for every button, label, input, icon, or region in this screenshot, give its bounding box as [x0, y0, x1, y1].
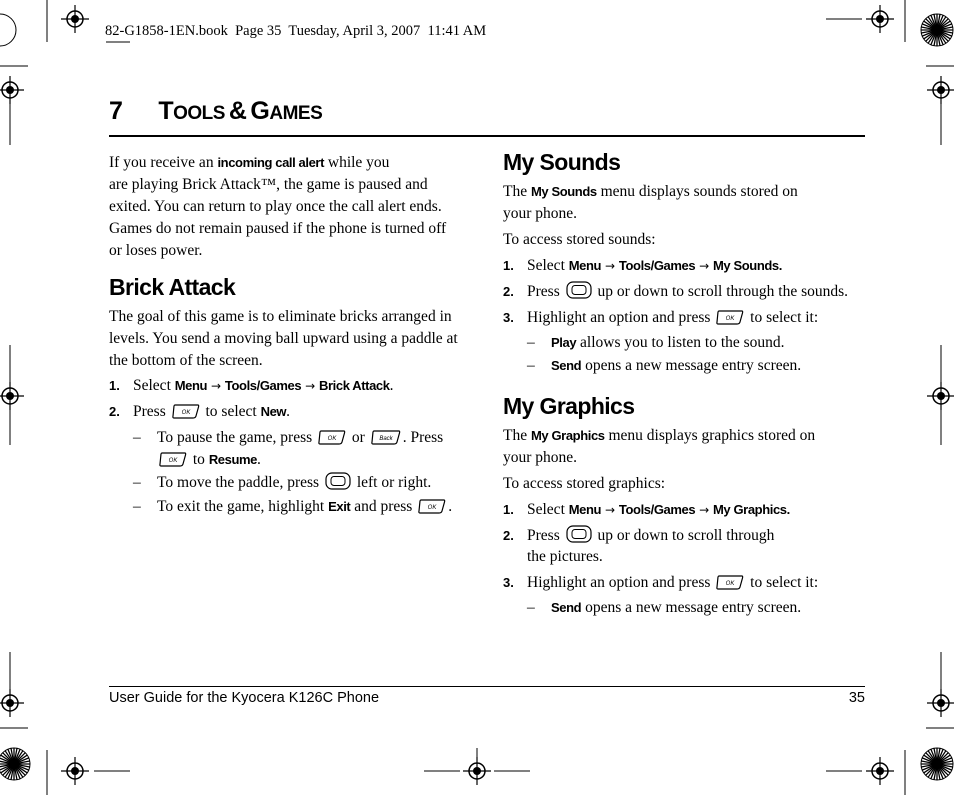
- incoming-call-alert-term: incoming call alert: [217, 155, 324, 170]
- navigation-key-icon: [325, 472, 351, 497]
- menu-term: Menu: [568, 258, 602, 273]
- intro-text: If you receive an: [109, 154, 218, 171]
- step-text: to select: [201, 403, 261, 420]
- tools-games-term: Tools/Games: [224, 378, 302, 393]
- ok-key-icon: [716, 574, 744, 597]
- step-text: and press: [350, 498, 417, 515]
- my-sounds-term: My Sounds.: [713, 258, 782, 273]
- ok-key-icon: [716, 309, 744, 332]
- step-text: allows you to listen to the sound.: [576, 334, 785, 351]
- intro-text: while you: [324, 154, 390, 171]
- step-number: 1.: [503, 502, 514, 517]
- body-text: To access stored sounds:: [503, 231, 656, 248]
- svg-text:OK: OK: [168, 458, 178, 464]
- brick-attack-heading: Brick Attack: [109, 274, 236, 300]
- chapter-rule: [109, 135, 865, 137]
- ok-key-icon: [159, 451, 187, 474]
- step-number: 2.: [109, 404, 120, 419]
- chapter-title-ames: AMES: [269, 103, 323, 124]
- arrow-icon: →: [604, 503, 616, 517]
- step-number: 1.: [109, 378, 120, 393]
- my-graphics-paragraph: [503, 425, 863, 495]
- body-text: The: [503, 427, 531, 444]
- step-text: Press: [133, 403, 170, 420]
- brick-line: The goal of this game is to eliminate bricks arranged in: [109, 308, 452, 325]
- body-text: menu displays sounds stored on: [596, 183, 798, 200]
- punctuation: .: [257, 451, 261, 468]
- body-text: The: [503, 183, 531, 200]
- step-text: Select: [527, 257, 569, 274]
- my-sounds-heading: My Sounds: [503, 149, 621, 175]
- step-number: 3.: [503, 575, 514, 590]
- send-term: Send: [551, 358, 582, 373]
- svg-text:OK: OK: [427, 505, 437, 511]
- punctuation: .: [286, 403, 290, 420]
- step-number: 2.: [503, 528, 514, 543]
- chapter-title-t: T: [158, 97, 174, 125]
- ok-key-icon: [172, 403, 200, 426]
- step-text: . Press: [402, 429, 444, 446]
- body-text: your phone.: [503, 449, 578, 466]
- footer-title: User Guide for the Kyocera K126C Phone: [109, 690, 380, 706]
- chapter-title-g: G: [250, 97, 270, 125]
- punctuation: .: [448, 498, 453, 515]
- dash: –: [527, 334, 535, 351]
- step-text: opens a new message entry screen.: [581, 357, 802, 374]
- my-graphics-heading: My Graphics: [503, 393, 635, 419]
- brick-line: levels. You send a moving ball upward using a paddle at: [109, 330, 458, 347]
- step-text: Press: [527, 527, 564, 544]
- punctuation: .: [389, 377, 394, 394]
- svg-text:OK: OK: [327, 436, 337, 442]
- my-graphics-term: My Graphics.: [713, 502, 790, 517]
- navigation-key-icon: [566, 281, 592, 306]
- resume-term: Resume: [208, 452, 257, 467]
- intro-line: Games do not remain paused if the phone is turned off: [109, 220, 447, 237]
- dash: –: [133, 498, 141, 515]
- chapter-title: [109, 97, 322, 126]
- step-text: left or right.: [352, 474, 432, 491]
- back-key-icon: [371, 429, 401, 452]
- my-sounds-term: My Sounds: [530, 184, 597, 199]
- brick-line: the bottom of the screen.: [109, 352, 263, 369]
- intro-line: are playing Brick Attack™, the game is paused and: [109, 176, 428, 193]
- menu-term: Menu: [174, 378, 208, 393]
- svg-text:OK: OK: [725, 316, 735, 322]
- step-text: Select: [133, 377, 175, 394]
- step-text: up or down to scroll through: [593, 527, 775, 544]
- chapter-title-amp: &: [228, 97, 247, 125]
- body-text: To access stored graphics:: [503, 475, 666, 492]
- intro-line: exited. You can return to play once the call alert ends.: [109, 198, 442, 215]
- svg-text:Back: Back: [379, 436, 393, 442]
- intro-paragraph: [109, 152, 479, 262]
- arrow-icon: →: [604, 259, 616, 273]
- step-text: opens a new message entry screen.: [581, 599, 802, 616]
- dash: –: [133, 474, 141, 491]
- exit-term: Exit: [328, 499, 351, 514]
- dash: –: [133, 429, 141, 446]
- step-text: to select it:: [746, 309, 819, 326]
- arrow-icon: →: [210, 379, 222, 393]
- print-header: 82-G1858-1EN.book Page 35 Tuesday, April 3, 2007 11:41 AM: [102, 23, 489, 40]
- step-number: 3.: [503, 310, 514, 325]
- footer-rule: [109, 686, 865, 687]
- step-text: the pictures.: [527, 548, 603, 565]
- step-text: To move the paddle, press: [157, 474, 323, 491]
- step-text: To exit the game, highlight: [157, 498, 329, 515]
- brick-attack-paragraph: [109, 306, 479, 372]
- step-number: 1.: [503, 258, 514, 273]
- step-text: Highlight an option and press: [527, 309, 715, 326]
- play-term: Play: [551, 335, 577, 350]
- brick-attack-term: Brick Attack: [319, 378, 390, 393]
- body-text: your phone.: [503, 205, 578, 222]
- my-sounds-paragraph: [503, 181, 863, 251]
- svg-text:OK: OK: [725, 581, 735, 587]
- arrow-icon: →: [305, 379, 316, 393]
- new-term: New: [260, 404, 287, 419]
- tools-games-term: Tools/Games: [618, 502, 696, 517]
- step-text: Select: [527, 501, 569, 518]
- step-text: to: [189, 451, 209, 468]
- step-text: Press: [527, 283, 564, 300]
- ok-key-icon: [418, 498, 446, 521]
- step-text: up or down to scroll through the sounds.: [593, 283, 849, 300]
- dash: –: [527, 599, 535, 616]
- step-text: to select it:: [746, 574, 819, 591]
- page-number: 35: [848, 690, 865, 706]
- step-text: Highlight an option and press: [527, 574, 715, 591]
- my-graphics-term: My Graphics: [530, 428, 605, 443]
- send-term: Send: [551, 600, 582, 615]
- chapter-number: 7: [109, 97, 123, 125]
- step-number: 2.: [503, 284, 514, 299]
- step-text: or: [348, 429, 369, 446]
- ok-key-icon: [318, 429, 346, 452]
- arrow-icon: →: [699, 503, 710, 517]
- menu-term: Menu: [568, 502, 602, 517]
- chapter-title-ools: OOLS: [173, 103, 225, 124]
- svg-text:OK: OK: [181, 410, 190, 416]
- intro-line: or loses power.: [109, 242, 203, 259]
- step-text: To pause the game, press: [157, 429, 317, 446]
- tools-games-term: Tools/Games: [618, 258, 696, 273]
- dash: –: [527, 357, 535, 374]
- arrow-icon: →: [699, 259, 710, 273]
- body-text: menu displays graphics stored on: [604, 427, 816, 444]
